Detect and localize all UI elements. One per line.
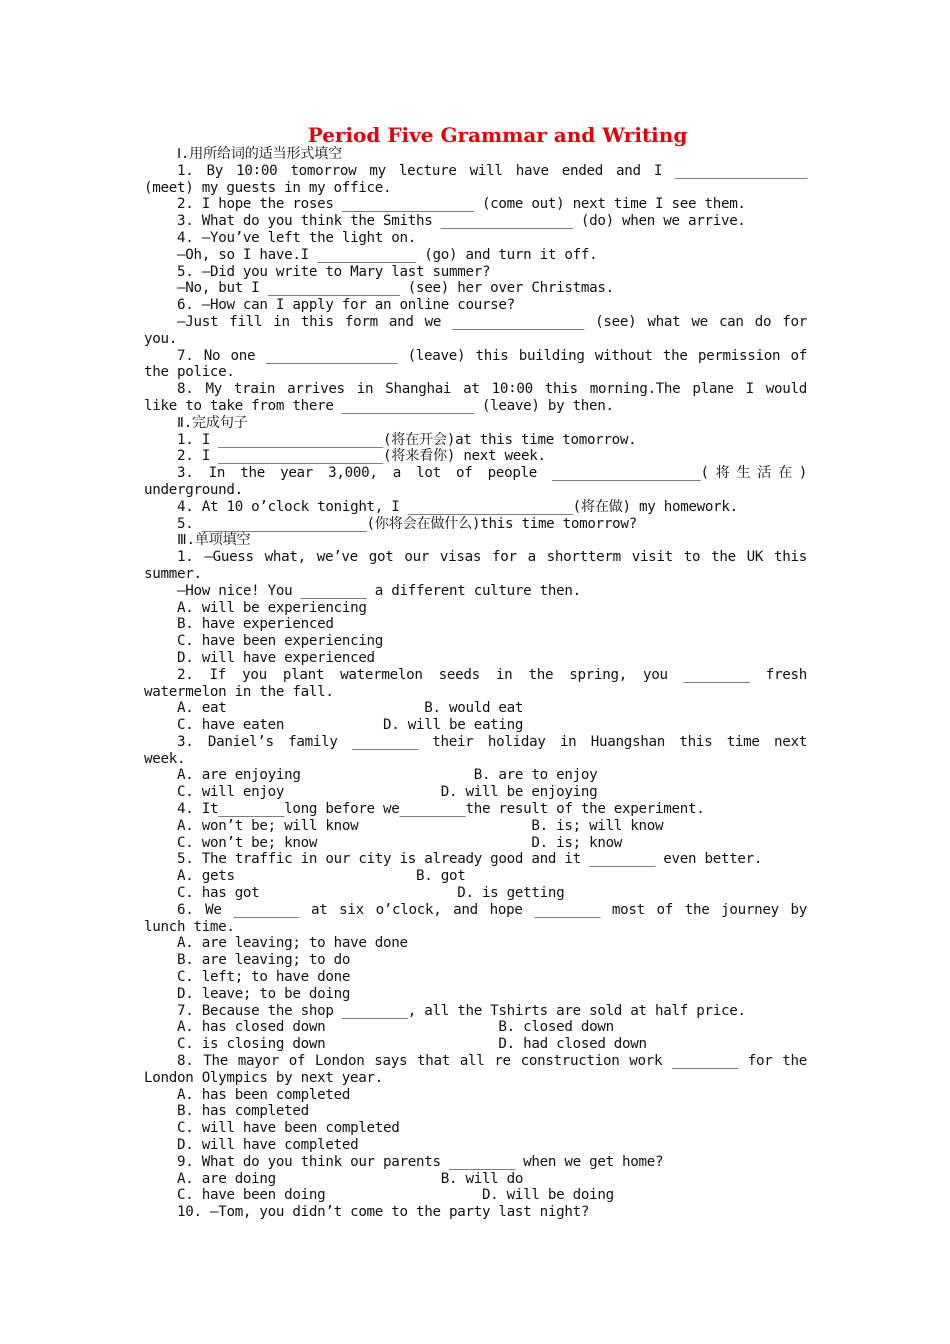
text-line: C. have been experiencing [177, 633, 384, 650]
text-line: 5. —Did you write to Mary last summer? [177, 263, 491, 280]
text-line: C. has got D. is getting [177, 885, 565, 902]
text-line: A. gets B. got [177, 868, 466, 885]
text-line: C. have been doing D. will be doing [177, 1187, 614, 1204]
text-line: C. will have been completed [177, 1120, 400, 1137]
text-line: summer. [144, 565, 202, 582]
text-line: B. are leaving; to do [177, 952, 351, 969]
text-line: A. are doing B. will do [177, 1170, 524, 1187]
text-line: B. has completed [177, 1103, 309, 1120]
text-line: 5. ____________________(你将会在做什么)this time tomorrow? [177, 515, 637, 532]
text-line: 4. At 10 o’clock tonight, I ____________________(将在做) my homework. [177, 498, 738, 515]
text-line: 8. My train arrives in Shanghai at 10∶00 this morning.The plane I would [177, 381, 807, 398]
text-line: 3. What do you think the Smiths ________________ (do) when we arrive. [177, 213, 746, 230]
text-line: you. [144, 330, 177, 347]
text-line: London Olympics by next year. [144, 1069, 384, 1086]
text-line: 10. —Tom, you didn’t come to the party last night? [177, 1204, 590, 1221]
text-line: —How nice! You ________ a different culture then. [177, 582, 581, 599]
text-line: the police. [144, 364, 235, 381]
section-heading: Ⅱ.完成句子 [177, 414, 248, 431]
text-line: —Oh, so I have.I ____________ (go) and turn it off. [177, 246, 598, 263]
text-line: C. left; to have done [177, 969, 351, 986]
text-line: A. has closed down B. closed down [177, 1019, 614, 1036]
text-line: 1. By 10∶00 tomorrow my lecture will have ended and I ________________ [177, 162, 807, 179]
text-line: A. are enjoying B. are to enjoy [177, 767, 598, 784]
text-line: 1. I ____________________(将在开会)at this time tomorrow. [177, 431, 637, 448]
text-line: watermelon in the fall. [144, 683, 334, 700]
text-line: C. have eaten D. will be eating [177, 717, 524, 734]
text-line: D. will have completed [177, 1137, 359, 1154]
text-line: 5. The traffic in our city is already good and it ________ even better. [177, 851, 763, 868]
text-line: 2. If you plant watermelon seeds in the spring, you ________ fresh [177, 666, 807, 683]
text-line: like to take from there ________________ (leave) by then. [144, 397, 614, 414]
text-line: 4. —You’ve left the light on. [177, 229, 417, 246]
text-line: (meet) my guests in my office. [144, 179, 392, 196]
text-line: 7. No one ________________ (leave) this building without the permission of [177, 347, 807, 364]
text-line: D. will have experienced [177, 649, 375, 666]
text-line: 9. What do you think our parents ________ when we get home? [177, 1153, 664, 1170]
text-line: 2. I ____________________(将来看你) next week. [177, 448, 546, 465]
text-line: 1. —Guess what, we’ve got our visas for a shortterm visit to the UK this [177, 549, 807, 566]
page-title: Period Five Grammar and Writing [307, 123, 688, 147]
text-line: A. has been completed [177, 1086, 351, 1103]
text-line: week. [144, 750, 186, 767]
text-line: C. won’t be; know D. is; know [177, 834, 623, 851]
section-heading: Ⅰ.用所给词的适当形式填空 [177, 146, 342, 162]
text-line: 6. We ________ at six o’clock, and hope ________ most of the journey by [177, 901, 807, 918]
text-line: A. won’t be; will know B. is; will know [177, 817, 664, 834]
text-line: —No, but I ________________ (see) her over Christmas. [177, 280, 614, 297]
text-line: C. will enjoy D. will be enjoying [177, 784, 598, 801]
text-line: lunch time. [144, 918, 235, 935]
text-line: D. leave; to be doing [177, 985, 351, 1002]
section-heading: Ⅲ.单项填空 [177, 532, 251, 549]
text-line: C. is closing down D. had closed down [177, 1036, 647, 1053]
text-line: 4. It________long before we________the result of the experiment. [177, 801, 705, 818]
text-line: 2. I hope the roses ________________ (come out) next time I see them. [177, 196, 746, 213]
document-body [144, 146, 807, 1221]
text-line: 7. Because the shop ________, all the Tshirts are sold at half price. [177, 1002, 746, 1019]
text-line: A. eat B. would eat [177, 700, 524, 717]
text-line: 6. —How can I apply for an online course? [177, 297, 515, 314]
text-line: A. will be experiencing [177, 599, 367, 616]
text-line: A. are leaving; to have done [177, 935, 408, 952]
text-line: 3. Daniel’s family ________ their holiday in Huangshan this time next [177, 733, 807, 750]
text-line: underground. [144, 481, 243, 498]
text-line: 3. In the year 3,000, a lot of people __________________(将生活在) [177, 465, 807, 482]
text-line: B. have experienced [177, 616, 334, 633]
text-line: 8. The mayor of London says that all re construction work ________ for the [177, 1053, 807, 1070]
text-line: —Just fill in this form and we ________________ (see) what we can do for [177, 313, 807, 330]
